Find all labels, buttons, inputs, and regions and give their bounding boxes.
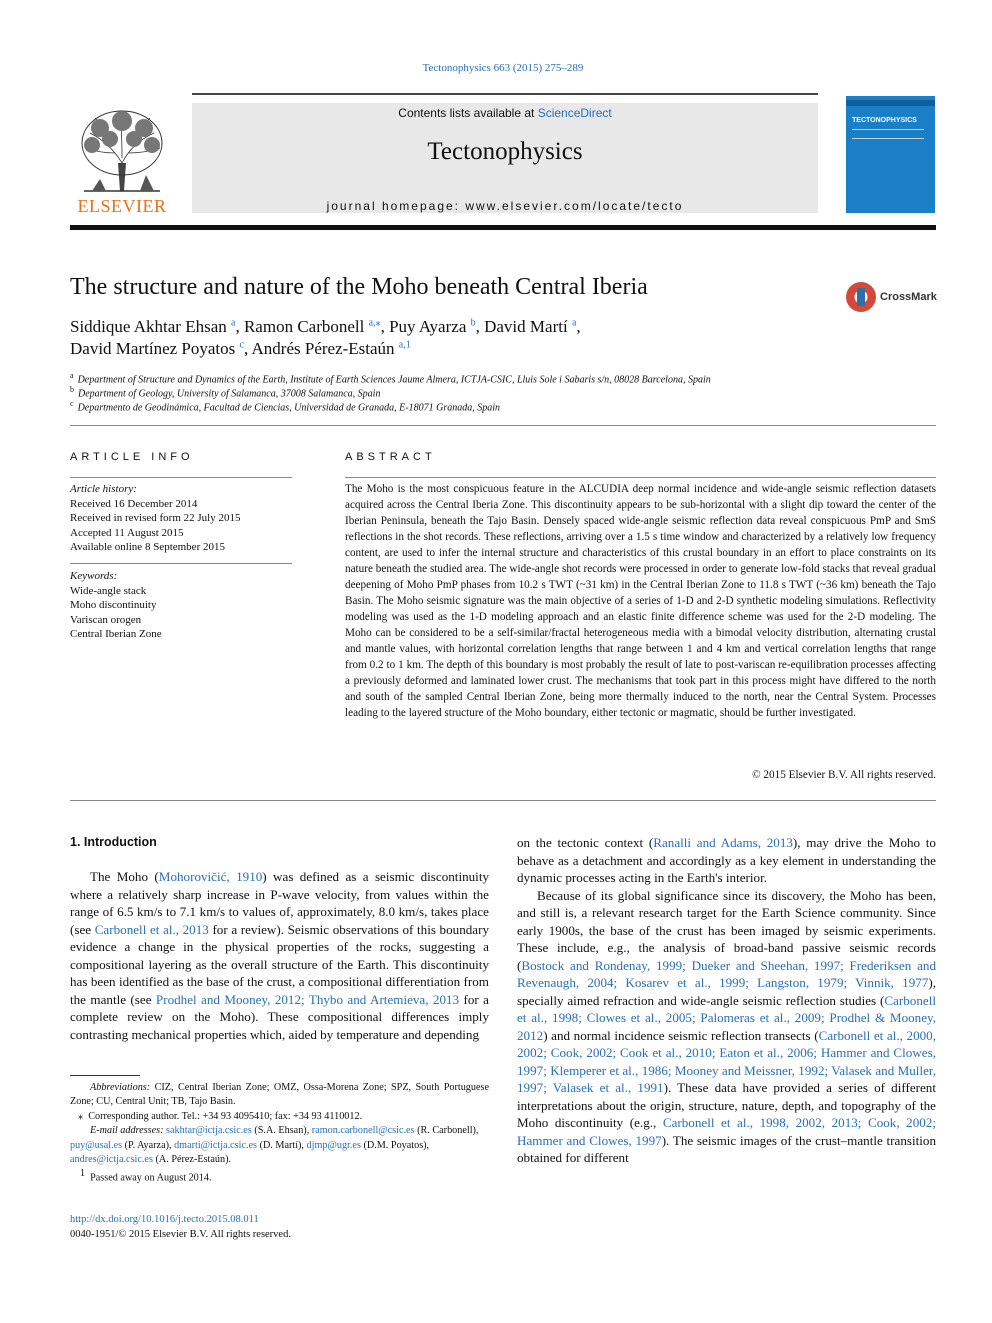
citation-link[interactable]: Bostock and Rondenay, 1999; Dueker and Sheehan, 1997; Frederiksen and Revenaugh, 2004; Kosarev et al., 1999; Langston, 1979; Vinnik, 1977 xyxy=(517,957,936,990)
abbreviations-text: CIZ, Central Iberian Zone; OMZ, Ossa-Morena Zone; SPZ, South Portuguese Zone; CU, Central Unit; TB, Tajo Basin. xyxy=(70,1082,489,1108)
footnotes xyxy=(70,1081,489,1186)
keyword: Moho discontinuity xyxy=(70,599,157,611)
email-link[interactable]: djmp@ugr.es xyxy=(306,1139,361,1151)
author-name[interactable]: Andrés Pérez-Estaún xyxy=(251,339,395,358)
body-column-1 xyxy=(70,868,489,1043)
footnote-deceased xyxy=(70,1167,489,1186)
affiliation-text: Department of Structure and Dynamics of the Earth, Institute of Earth Sciences Jaume Almera, ICTJA-CSIC, Lluis Sole i Sabaris s/n, 08028 Barcelona, Spain xyxy=(77,374,711,386)
paragraph-text: ). The seismic images of the crust–mantle transition obtained for different xyxy=(517,1132,936,1165)
section-heading-introduction: 1. Introduction xyxy=(70,835,157,849)
history-item: Received 16 December 2014 xyxy=(70,497,198,510)
author-affiliation-marker[interactable]: a,1 xyxy=(398,339,411,351)
journal-cover-lines xyxy=(852,129,924,139)
keywords-rule xyxy=(70,563,292,564)
article-title: The structure and nature of the Moho beneath Central Iberia xyxy=(70,274,648,300)
citation-link[interactable]: Carbonell et al., 2000, 2002; Cook, 2002; Cook et al., 2010; Eaton et al., 2006; Hammer and Clowes, 1997; Klemperer et al., 1986; Mooney and Meissner, 1992; Valasek and Muller, 1997; Valasek et al., 1991 xyxy=(517,1027,936,1095)
author-name[interactable]: Puy Ayarza xyxy=(389,317,467,336)
paragraph-text: on the tectonic context ( xyxy=(517,835,654,850)
body-column-2 xyxy=(517,834,936,1167)
paragraph xyxy=(517,834,936,887)
email-link[interactable]: puy@usal.es xyxy=(70,1139,123,1151)
email-label: E-mail addresses: xyxy=(90,1125,164,1137)
author-affiliation-marker[interactable]: a xyxy=(571,317,577,329)
affiliation-c xyxy=(70,399,500,413)
paragraph-text: ) was defined as a seismic discontinuity where a relatively sharp increase in P-wave velocity, from values within the range of 6.5 km/s to 7.1 km/s to values of, approximately, 8.0 km/s, takes place (see xyxy=(70,869,490,937)
email-owner: (D. Martí), xyxy=(257,1139,307,1151)
citation-link[interactable]: Carbonell et al., 1998, 2002, 2013; Cook, 2002; Hammer and Clowes, 1997 xyxy=(517,1115,936,1148)
citation-link[interactable]: Carbonell et al., 1998; Clowes et al., 2005; Palomeras et al., 2009; Prodhel & Mooney, 2012 xyxy=(517,992,936,1043)
corresponding-text: Corresponding author. Tel.: +34 93 4095410; fax: +34 93 4110012. xyxy=(88,1110,363,1122)
history-item: Available online 8 September 2015 xyxy=(70,541,225,553)
journal-cover-stripe xyxy=(846,100,935,106)
author-name[interactable]: Siddique Akhtar Ehsan xyxy=(70,317,227,336)
journal-name: Tectonophysics xyxy=(427,138,583,165)
history-item: Received in revised form 22 July 2015 xyxy=(70,512,241,524)
email-owner: (S.A. Ehsan), xyxy=(251,1125,312,1137)
paragraph xyxy=(70,868,489,1043)
sciencedirect-link[interactable]: ScienceDirect xyxy=(537,106,612,120)
journal-homepage[interactable]: journal homepage: www.elsevier.com/locate/tecto xyxy=(326,199,684,213)
email-link[interactable]: sakhtar@ictja.csic.es xyxy=(166,1125,252,1137)
abstract-copyright: © 2015 Elsevier B.V. All rights reserved. xyxy=(752,769,936,781)
paragraph xyxy=(517,887,936,1167)
header-thick-rule xyxy=(70,225,936,230)
author-affiliation-marker[interactable]: a,⁎ xyxy=(368,317,381,329)
abstract-text: The Moho is the most conspicuous feature in the ALCUDIA deep normal incidence and wide-angle seismic reflection datasets acquired across the Central Iberia Zone. This discontinuity appears to be sub-horizontal with a slight dip toward the center of the Iberian Peninsula, beneath the Tajo Basin. Densely spaced wide-angle seismic reflection data reveal conspicuous PmP and SmS reflections in the shot records. These reflections, arriving over a 1.5 s time window and characterized by a relatively low frequency content, are used to infer the internal structure and characteristics of this crustal boundary in an effort to place constraints on its nature beneath the studied area. The wide-angle shot records were processed in order to generate low-fold stacks that reveal gradual deepening of Moho PmP phases from 10.2 s TWT (~31 km) in the Central Iberian Zone to 11.8 s TWT (~36 km) beneath the Tajo Basin. The Moho seismic signature was the main objective of a series of 1-D and 2-D synthetic modeling simulations. Reflectivity modeling was used as the 1-D modeling approach and an elastic finite difference scheme was used for the 2-D modeling. The Moho can be considered to be a self-similar/fractal heterogeneous media with a bimodal velocity distribution, alternating crustal and mantle values, with horizontal correlation lengths that range between 1 and 4 km and vertical correlation lengths that range from 0.2 to 1 km. The depth of this boundary is most probably the result of late to post-variscan re-equilibration processes affecting a previously deformed and laminated lower crust. The mechanisms that took part in this process might have differed to the north and south of the sampled Central Iberian Zone, being more thermally induced to the north, near the Central System. Processes leading to the layered structure of the Moho boundary, either tectonic or magmatic, should be further investigated. xyxy=(345,483,936,719)
email-owner: (P. Ayarza), xyxy=(122,1139,175,1151)
affiliation-divider xyxy=(70,425,936,426)
keywords-label: Keywords: xyxy=(70,570,118,582)
paragraph-text: for a review). Seismic observations of this boundary evidence a change in the physical properties of the rocks, suggesting a compositional layering as the overall structure of the Earth. This discontinuity has been identified as the base of the crust, a compositional differentiation from the mantle (see xyxy=(70,921,490,1007)
paragraph-text: for a complete review on the Moho). These compositional differences imply contrasting mechanical properties which, aided by temperature and depending xyxy=(70,991,489,1042)
author-affiliation-marker[interactable]: c xyxy=(239,339,244,351)
author-name[interactable]: David Martínez Poyatos xyxy=(70,339,236,358)
email-link[interactable]: andres@ictja.csic.es xyxy=(70,1154,153,1166)
crossmark-label[interactable]: CrossMark xyxy=(880,291,937,303)
authors-line-1: Siddique Akhtar Ehsan $^a$, Ramon Carbonell $^{a,⁎}$, Puy Ayarza $^b$, David Martí $^a$, xyxy=(70,317,581,336)
doi-link[interactable]: http://dx.doi.org/10.1016/j.tecto.2015.08.011 xyxy=(70,1214,259,1225)
citation-link[interactable]: Prodhel and Mooney, 2012; Thybo and Artemieva, 2013 xyxy=(155,991,460,1007)
affiliation-a xyxy=(70,371,711,385)
article-info-rule xyxy=(70,477,292,478)
journal-citation[interactable]: Tectonophysics 663 (2015) 275–289 xyxy=(422,62,584,74)
keywords-block xyxy=(70,569,292,642)
affiliation-b xyxy=(70,385,380,399)
abstract-heading: ABSTRACT xyxy=(345,451,436,463)
author-affiliation-marker[interactable]: a xyxy=(231,317,236,329)
abstract-divider xyxy=(70,800,936,801)
crossmark-icon-bookmark xyxy=(857,288,865,306)
email-link[interactable]: ramon.carbonell@csic.es xyxy=(311,1125,415,1137)
affiliation-key: b xyxy=(70,385,74,394)
footnote-emails xyxy=(70,1124,489,1167)
journal-cover-thumbnail xyxy=(846,96,935,213)
authors-line-2: David Martínez Poyatos $^c$, Andrés Pérez-Estaún $^{a,1}$ xyxy=(70,339,411,358)
article-info-heading: ARTICLE INFO xyxy=(70,451,194,463)
footnote-abbreviations xyxy=(70,1081,489,1110)
author-name[interactable]: Ramon Carbonell xyxy=(243,317,365,336)
footnote-marker: 1 xyxy=(80,1168,85,1180)
email-owner: (A. Pérez-Estaún). xyxy=(152,1154,232,1166)
keyword: Wide-angle stack xyxy=(70,584,147,597)
abstract-rule xyxy=(345,477,936,478)
citation-link[interactable]: Mohorovičić, 1910 xyxy=(158,869,263,884)
paragraph-text: ), specially aimed refraction and wide-angle seismic reflection studies ( xyxy=(517,975,936,1008)
email-owner: (D.M. Poyatos), xyxy=(360,1139,430,1151)
elsevier-wordmark: ELSEVIER xyxy=(77,196,167,216)
paragraph-text: ), may drive the Moho to behave as a detachment and accordingly as a key element in understanding the dynamic processes acting in the Earth's interior. xyxy=(517,835,936,885)
issn-copyright: 0040-1951/© 2015 Elsevier B.V. All rights reserved. xyxy=(70,1229,291,1240)
email-link[interactable]: dmarti@ictja.csic.es xyxy=(174,1139,258,1151)
paragraph-text: ) and normal incidence seismic reflection transects ( xyxy=(543,1027,819,1043)
paragraph-text: ). These data have provided a series of different interpretations about the origin, structure, nature, depth, and topography of the Moho discontinuity (e.g., xyxy=(517,1080,936,1130)
header-top-rule xyxy=(192,93,818,95)
email-owner: (R. Carbonell), xyxy=(414,1125,479,1137)
article-history xyxy=(70,482,292,555)
paragraph-text: Because of its global significance since its discovery, the Moho has been, and still is, a relevant research target for the Earth Science community. Since early 1900s, the base of the crust has been imaged by seismic experiments. These include, e.g., the analysis of broad-band passive seismic records ( xyxy=(517,887,936,973)
contents-prefix: Contents lists available at xyxy=(398,106,538,120)
author-affiliation-marker[interactable]: b xyxy=(470,317,476,329)
affiliation-text: Department of Geology, University of Salamanca, 37008 Salamanca, Spain xyxy=(78,388,381,400)
footnote-corresponding: ⁎ Corresponding author. Tel.: +34 93 4095410; fax: +34 93 4110012. xyxy=(78,1110,363,1122)
citation-link[interactable]: Ranalli and Adams, 2013 xyxy=(653,835,793,850)
keyword: Central Iberian Zone xyxy=(70,628,162,640)
affiliation-key: c xyxy=(70,399,74,408)
footnote-rule xyxy=(70,1075,140,1076)
abbreviations-label: Abbreviations: xyxy=(90,1082,151,1093)
affiliation-text: Departmento de Geodinámica, Facultad de Ciencias, Universidad de Granada, E-18071 Granada, Spain xyxy=(77,402,501,414)
citation-link[interactable]: Carbonell et al., 2013 xyxy=(94,921,209,937)
contents-line xyxy=(192,106,818,120)
deceased-text: Passed away on August 2014. xyxy=(90,1172,212,1184)
journal-cover-title: TECTONOPHYSICS xyxy=(852,117,917,124)
affiliation-key: a xyxy=(70,371,74,380)
author-name[interactable]: David Martí xyxy=(484,317,568,336)
article-history-label: Article history: xyxy=(70,483,137,495)
paragraph-text: The Moho ( xyxy=(90,869,159,884)
history-item: Accepted 11 August 2015 xyxy=(70,526,184,539)
keyword: Variscan orogen xyxy=(70,613,142,626)
